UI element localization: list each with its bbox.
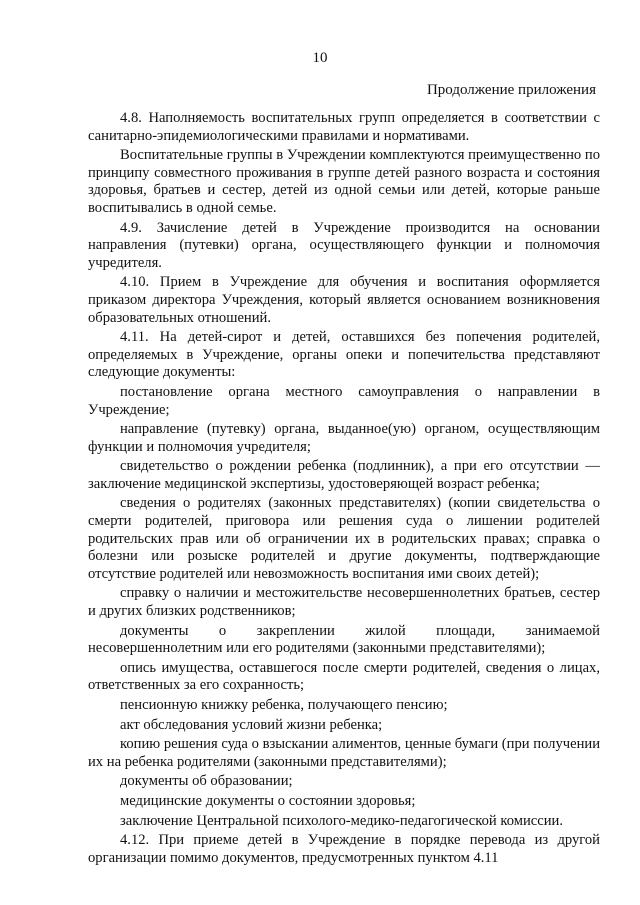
list-item: заключение Центральной психолого-медико-педагогической комиссии.	[120, 812, 563, 829]
paragraph-4-8: 4.8. Наполняемость воспитательных групп определяется в соответствии с санитарно-эпидемиологическими правилами и нормативами.	[88, 110, 600, 144]
list-item: опись имущества, оставшегося после смерти родителей, сведения о лицах, ответственных за его сохранность;	[88, 659, 600, 694]
list-item: документы о закреплении жилой площади, занимаемой несовершеннолетним или его родителями (законными представителями);	[88, 622, 600, 657]
paragraph-4-10: 4.10. Прием в Учреждение для обучения и воспитания оформляется приказом директора Учреждения, который является основанием возникновения образовательных отношений.	[88, 274, 600, 326]
list-item: пенсионную книжку ребенка, получающего пенсию;	[120, 697, 448, 713]
list-item: акт обследования условий жизни ребенка;	[120, 716, 383, 733]
list-item: справку о наличии и местожительстве несовершеннолетних братьев, сестер и других близких родственников;	[88, 585, 600, 620]
list-item: сведения о родителях (законных представителях) (копии свидетельства о смерти родителей, приговора или решения суда о лишении родителей родительских прав или об ограничении их в родительских правах; справка о болезни или розыске родителей и другие документы, подтверждающие отсутствие родителей или невозможность воспитания ими своих детей);	[88, 495, 600, 582]
paragraph-groups: Воспитательные группы в Учреждении комплектуются преимущественно по принципу совместного проживания в группе детей разного возраста и состояния здоровья, братьев и сестер, детей из одной семьи или детей, которые раньше воспитывались в одной семье.	[88, 147, 600, 216]
paragraph-4-12: 4.12. При приеме детей в Учреждение в порядке перевода из другой организации помимо документов, предусмотренных пунктом 4.11	[88, 832, 600, 866]
paragraph-4-11: 4.11. На детей-сирот и детей, оставшихся без попечения родителей, определяемых в Учреждение, органы опеки и попечительства представляют следующие документы:	[88, 329, 600, 381]
list-item: медицинские документы о состоянии здоровья;	[120, 792, 416, 809]
list-item: направление (путевку) органа, выданное(ую) органом, осуществляющим функции и полномочия учредителя;	[88, 421, 600, 455]
list-item: документы об образовании;	[120, 773, 293, 790]
list-item: свидетельство о рождении ребенка (подлинник), а при его отсутствии — заключение медицинской экспертизы, удостоверяющей возраст ребенка;	[88, 458, 600, 492]
paragraph-4-9: 4.9. Зачисление детей в Учреждение производится на основании направления (путевки) органа, осуществляющего функции и полномочия учредителя.	[88, 219, 600, 271]
list-item: постановление органа местного самоуправления о направлении в Учреждение;	[88, 383, 600, 418]
list-item: копию решения суда о взыскании алиментов, ценные бумаги (при получении их на ребенка родителями (законными представителями);	[88, 736, 600, 770]
page-number: 10	[312, 50, 328, 66]
continuation-header: Продолжение приложения	[426, 82, 596, 98]
document-body	[88, 110, 600, 869]
